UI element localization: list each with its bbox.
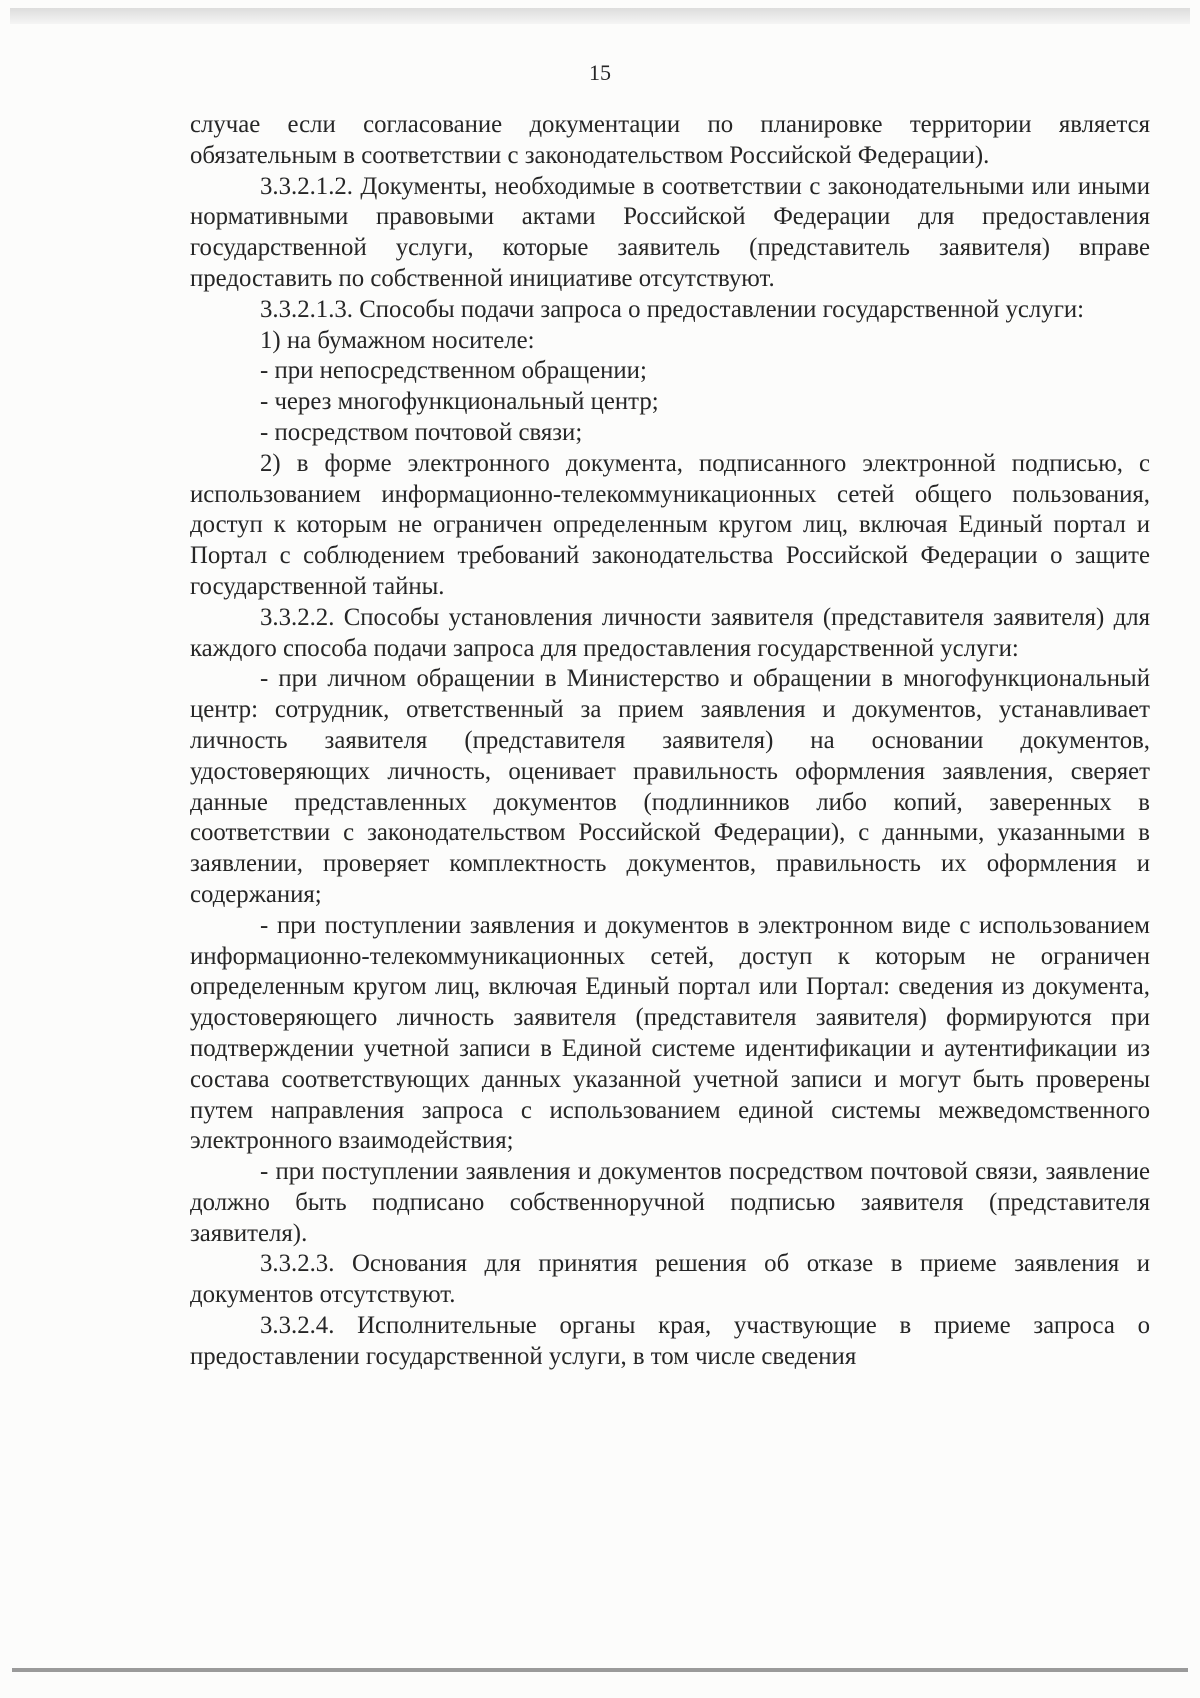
list-item: - при поступлении заявления и документов посредством почтовой связи, заявление должно быть подписано собственноручной подписью заявителя (представителя заявителя).	[190, 1158, 1150, 1247]
list-item: - при личном обращении в Министерство и обращении в многофункциональный центр: сотрудник, ответственный за прием заявления и документов, устанавливает личность заявителя (представителя заявителя) на основании документов, удостоверяющих личность, оценивает правильность оформления заявления, сверяет данные представленных документов (подлинников либо копий, заверенных в соответствии с законодательством Российской Федерации), с данными, указанными в заявлении, проверяет комплектность документов, правильность их оформления и содержания;	[190, 665, 1150, 908]
list-item: 1) на бумажном носителе:	[260, 326, 535, 354]
paragraph: 3.3.2.4. Исполнительные органы края, участвующие в приеме запроса о предоставлении государственной услуги, в том числе сведения	[190, 1312, 1150, 1370]
paragraph: 3.3.2.1.2. Документы, необходимые в соответствии с законодательными или иными нормативными правовыми актами Российской Федерации для предоставления государственной услуги, которые заявитель (представитель заявителя) вправе предоставить по собственной инициативе отсутствуют.	[190, 172, 1150, 292]
scan-bottom-edge	[12, 1668, 1188, 1672]
page-number: 15	[589, 60, 611, 85]
list-item: - при непосредственном обращении;	[260, 357, 647, 385]
scan-top-edge	[10, 8, 1190, 24]
page-body	[190, 110, 1150, 1373]
paragraph: случае если согласование документации по планировке территории является обязательным в соответствии с законодательством Российской Федерации).	[190, 111, 1150, 169]
paragraph: 3.3.2.3. Основания для принятия решения об отказе в приеме заявления и документов отсутствуют.	[190, 1250, 1150, 1309]
list-item: - посредством почтовой связи;	[260, 418, 583, 446]
list-item: - при поступлении заявления и документов в электронном виде с использованием информационно-телекоммуникационных сетей, доступ к которым не ограничен определенным кругом лиц, включая Единый портал или Портал: сведения из документа, удостоверяющего личность заявителя (представителя заявителя) формируются при подтверждении учетной записи в Единой системе идентификации и аутентификации из состава соответствующих данных указанной учетной записи и могут быть проверены путем направления запроса с использованием единой системы межведомственного электронного взаимодействия;	[190, 911, 1150, 1155]
list-item: 2) в форме электронного документа, подписанного электронной подписью, с использованием информационно-телекоммуникационных сетей общего пользования, доступ к которым не ограничен определенным кругом лиц, включая Единый портал и Портал с соблюдением требований законодательства Российской Федерации о защите государственной тайны.	[190, 449, 1150, 600]
paragraph: 3.3.2.2. Способы установления личности заявителя (представителя заявителя) для каждого способа подачи запроса для предоставления государственной услуги:	[190, 603, 1150, 662]
paragraph: 3.3.2.1.3. Способы подачи запроса о предоставлении государственной услуги:	[260, 295, 1085, 323]
list-item: - через многофункциональный центр;	[260, 388, 659, 416]
